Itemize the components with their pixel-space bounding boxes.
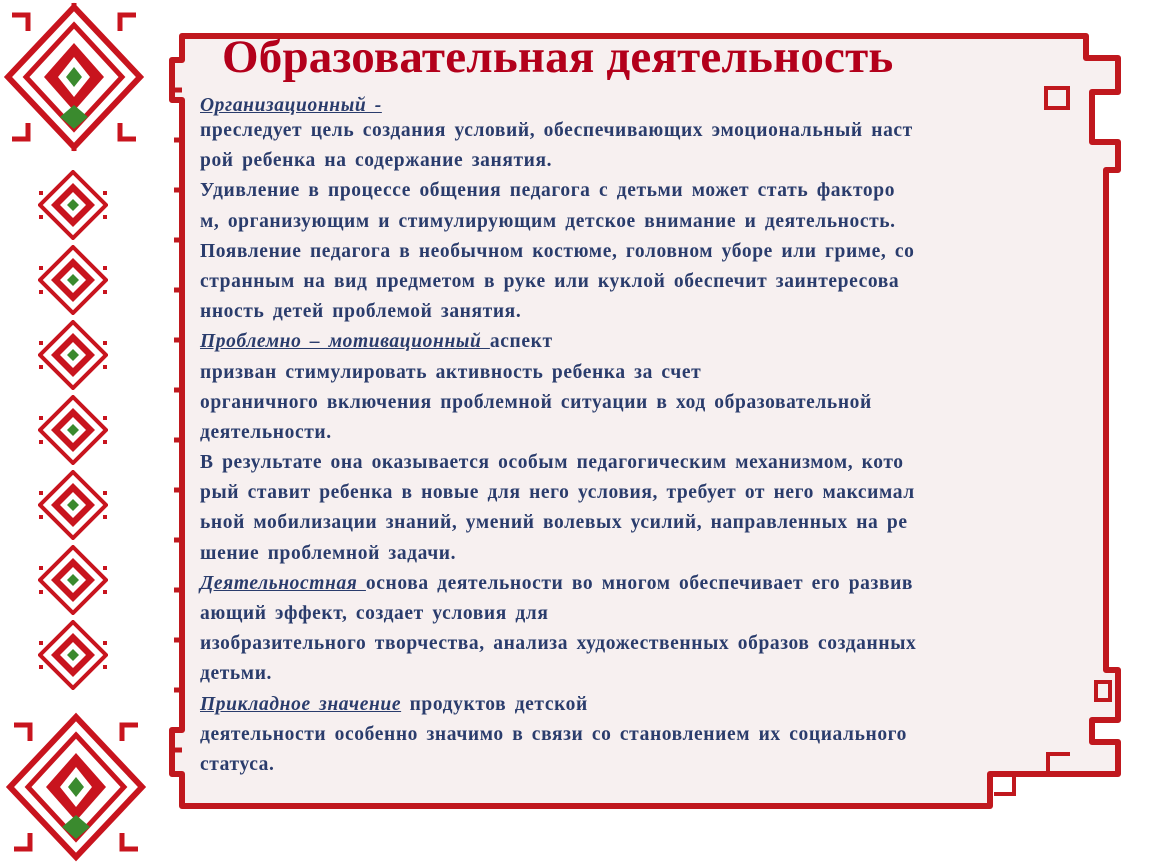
- text-segment: шение проблемной задачи.: [200, 542, 457, 564]
- body-text: [200, 96, 1108, 780]
- text-line: [200, 539, 1108, 569]
- text-line: [200, 237, 1108, 267]
- text-line: [200, 569, 1108, 599]
- text-segment: деятельности особенно значимо в связи со становлением их социального: [200, 723, 908, 745]
- text-segment: продуктов детской: [401, 693, 588, 715]
- text-line: [200, 599, 1108, 629]
- ornament-column: [0, 0, 170, 864]
- text-line: [200, 750, 1108, 780]
- text-line: [200, 720, 1108, 750]
- text-segment: Появление педагога в необычном костюме, головном уборе или гриме, со: [200, 240, 915, 262]
- small-ornament-icon: [38, 545, 108, 615]
- text-line: [200, 358, 1108, 388]
- text-line: [200, 116, 1108, 146]
- text-line: [200, 659, 1108, 689]
- text-segment: рой ребенка на содержание занятия.: [200, 150, 553, 172]
- text-segment: изобразительного творчества, анализа художественных образов созданных: [200, 633, 917, 655]
- text-segment: ающий эффект, создает условия для: [200, 603, 549, 624]
- small-ornament-icon: [38, 395, 108, 465]
- small-ornament-icon: [38, 620, 108, 690]
- small-ornament-icon: [38, 470, 108, 540]
- text-line: [200, 96, 1108, 116]
- large-ornament-top-icon: [4, 2, 144, 152]
- text-line: [200, 418, 1108, 448]
- text-line: [200, 146, 1108, 176]
- text-segment: призван стимулировать активность ребенка за счет: [200, 361, 702, 383]
- text-line: [200, 448, 1108, 478]
- small-ornament-icon: [38, 245, 108, 315]
- text-line: [200, 327, 1108, 357]
- small-ornament-icon: [38, 170, 108, 240]
- section-heading: Проблемно – мотивационный: [200, 331, 490, 353]
- text-line: [200, 267, 1108, 297]
- text-segment: аспект: [489, 331, 553, 353]
- text-segment: статуса.: [200, 753, 275, 775]
- text-segment: основа деятельности во многом обеспечивает его развив: [365, 572, 914, 594]
- small-ornament-icon: [38, 320, 108, 390]
- large-ornament-bottom-icon: [6, 712, 146, 862]
- text-segment: преследует цель создания условий, обеспечивающих эмоциональный наст: [200, 120, 913, 141]
- text-segment: Удивление в процессе общения педагога с детьми может стать факторо: [200, 180, 896, 202]
- page-title: Образовательная деятельность: [222, 31, 894, 83]
- text-line: [200, 629, 1108, 659]
- text-segment: нность детей проблемой занятия.: [200, 301, 522, 323]
- text-line: [200, 297, 1108, 327]
- text-segment: детьми.: [200, 663, 273, 685]
- text-line: [200, 690, 1108, 720]
- text-segment: странным на вид предметом в руке или куклой обеспечит заинтересова: [200, 270, 900, 292]
- section-heading: Организационный -: [200, 95, 382, 116]
- text-line: [200, 388, 1108, 418]
- text-line: [200, 508, 1108, 538]
- text-segment: м, организующим и стимулирующим детское внимание и деятельность.: [200, 210, 896, 232]
- text-segment: деятельности.: [200, 421, 332, 443]
- text-segment: ьной мобилизации знаний, умений волевых усилий, направленных на ре: [200, 512, 908, 534]
- text-line: [200, 207, 1108, 237]
- text-segment: органичного включения проблемной ситуации в ход образовательной: [200, 391, 872, 413]
- section-heading: Деятельностная: [200, 572, 366, 594]
- text-segment: В результате она оказывается особым педагогическим механизмом, кото: [200, 452, 904, 474]
- text-line: [200, 478, 1108, 508]
- text-line: [200, 176, 1108, 206]
- text-segment: рый ставит ребенка в новые для него условия, требует от него максимал: [200, 482, 915, 504]
- section-heading: Прикладное значение: [200, 693, 402, 715]
